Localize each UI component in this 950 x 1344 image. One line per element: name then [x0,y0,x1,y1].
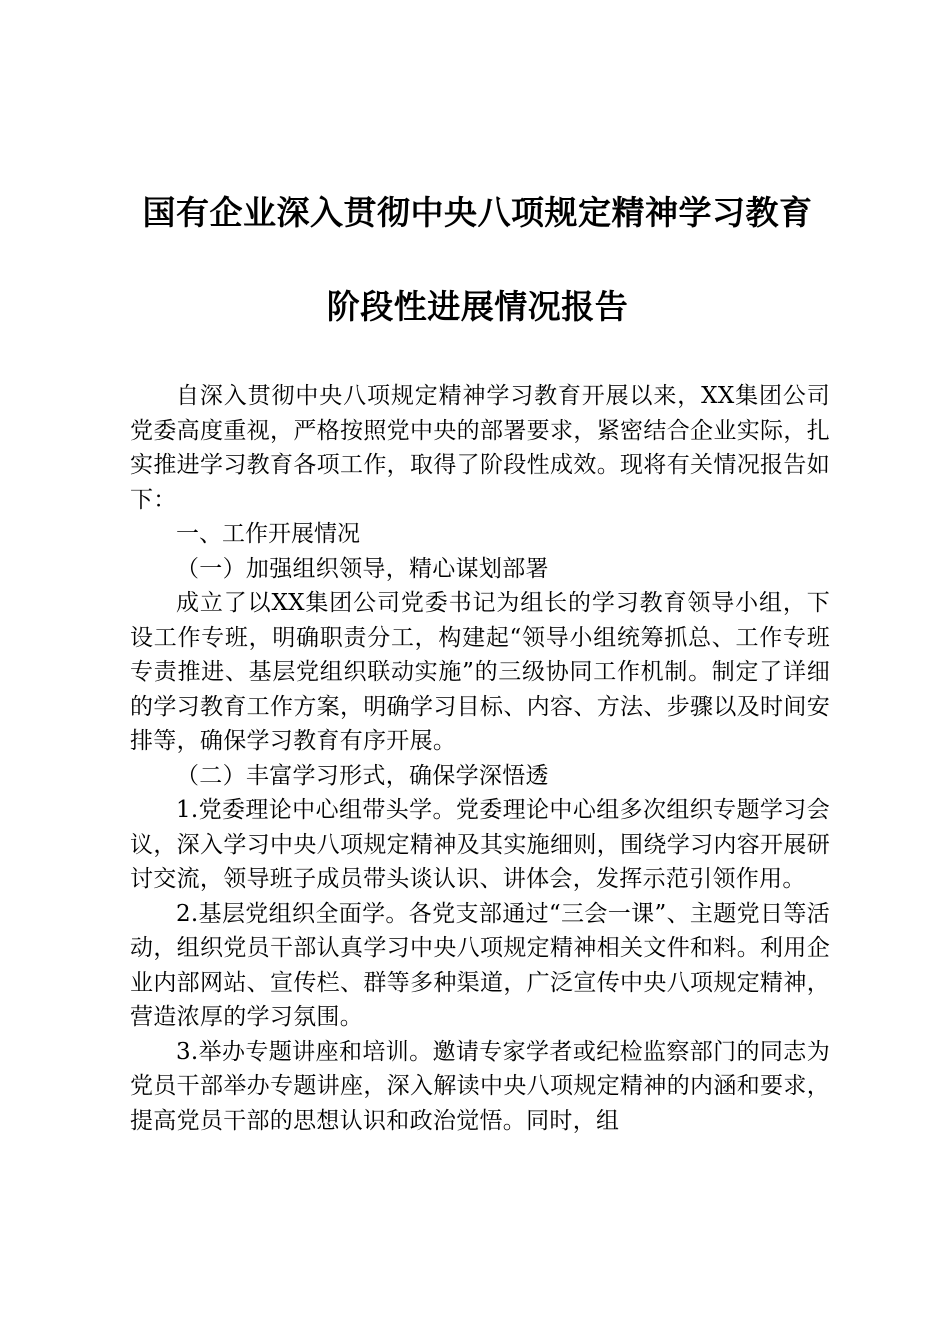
list-item-2: 2.基层党组织全面学。各党支部通过“三会一课”、主题党日等活动，组织党员干部认真学习中央八项规定精神相关文件和料。利用企业内部网站、宣传栏、群等多种渠道，广泛宣传中央八项规定精神，营造浓厚的学习氛围。 [130,900,830,1030]
list-item-1: 1.党委理论中心组带头学。党委理论中心组多次组织专题学习会议，深入学习中央八项规定精神及其实施细则，围绕学习内容开展研讨交流，领导班子成员带头谈认识、讲体会，发挥示范引领作用。 [130,797,830,892]
subsection-heading-1: （一）加强组织领导，精心谋划部署 [176,555,549,582]
list-item-3: 3.举办专题讲座和培训。邀请专家学者或纪检监察部门的同志为党员干部举办专题讲座，深入解读中央八项规定精神的内涵和要求，提高党员干部的思想认识和政治觉悟。同时，组 [130,1038,830,1134]
document-title-line2: 阶段性进展情况报告 [326,287,629,326]
intro-paragraph: 自深入贯彻中央八项规定精神学习教育开展以来，XX集团公司党委高度重视，严格按照党中央的部署要求，紧密结合企业实际，扎实推进学习教育各项工作，取得了阶段性成效。现将有关情况报告如下： [130,383,830,513]
subsection-paragraph-1: 成立了以XX集团公司党委书记为组长的学习教育领导小组，下设工作专班，明确职责分工，构建起“领导小组统筹抓总、工作专班专责推进、基层党组织联动实施”的三级协同工作机制。制定了详细的学习教育工作方案，明确学习目标、内容、方法、步骤以及时间安排等，确保学习教育有序开展。 [130,590,830,754]
document-title-line1: 国有企业深入贯彻中央八项规定精神学习教育 [142,193,813,232]
section-heading: 一、工作开展情况 [176,521,360,547]
document-body [130,379,830,1138]
subsection-heading-2: （二）丰富学习形式，确保学深悟透 [176,762,549,789]
